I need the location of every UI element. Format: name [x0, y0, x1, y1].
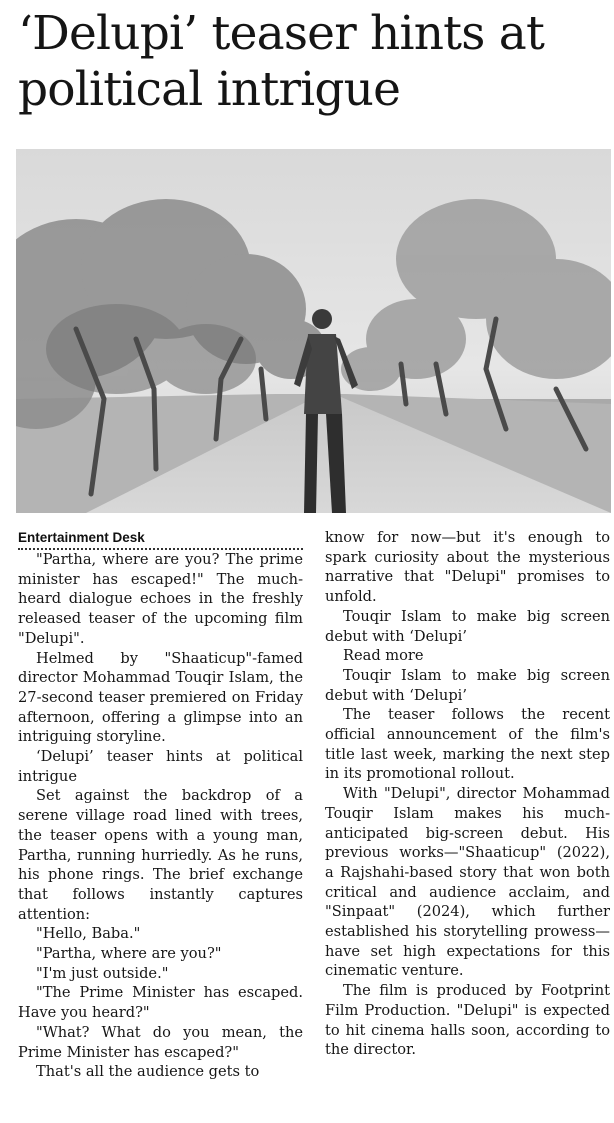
paragraph: Helmed by "Shaaticup"-famed director Mohammad Touqir Islam, the 27-second teaser premiered on Friday afternoon, offering a glimpse into an intriguing storyline.: [18, 649, 303, 746]
dialogue-line: "Partha, where are you?": [36, 945, 222, 963]
paragraph: "Partha, where are you? The prime minister has escaped!" The much-heard dialogue echoes in the freshly released teaser of the upcoming film "Delupi".: [18, 551, 303, 647]
paragraph: The teaser follows the recent official announcement of the film's title last week, marking the next step in its promotional rollout.: [325, 706, 610, 783]
related-link[interactable]: Touqir Islam to make big screen debut with ‘Delupi’: [325, 607, 610, 645]
paragraph: With "Delupi", director Mohammad Touqir Islam makes his much-anticipated big-screen debut. His previous works—"Shaaticup" (2022), a Rajshahi-based story that won both critical and audience acclaim, and "Sinpaat" (2024), which further established his storytelling prowess—have set high expectations for this cinematic venture.: [325, 785, 610, 980]
headline: ‘Delupi’ teaser hints at political intrigue: [18, 6, 545, 117]
paragraph: That's all the audience gets to: [36, 1063, 260, 1081]
byline: Entertainment Desk: [18, 528, 303, 550]
dialogue-line: "What? What do you mean, the Prime Minister has escaped?": [18, 1023, 303, 1061]
paragraph: The film is produced by Footprint Film Production. "Delupi" is expected to hit cinema halls soon, according to the director.: [325, 982, 610, 1059]
article-photo: [16, 149, 611, 513]
paragraph: Set against the backdrop of a serene village road lined with trees, the teaser opens with a young man, Partha, running hurriedly. As he runs, his phone rings. The brief exchange that follows instantly captures attention:: [18, 787, 303, 923]
article-column-right: [325, 528, 610, 1060]
read-more-link[interactable]: Read more: [343, 647, 424, 665]
article-column-left: [18, 528, 303, 1082]
related-link[interactable]: Touqir Islam to make big screen debut with ‘Delupi’: [325, 666, 610, 704]
dialogue-line: "Hello, Baba.": [36, 925, 141, 943]
related-link[interactable]: ‘Delupi’ teaser hints at political intrigue: [18, 748, 303, 785]
dialogue-line: "I'm just outside.": [36, 964, 169, 982]
paragraph: know for now—but it's enough to spark curiosity about the mysterious narrative that "Delupi" promises to unfold.: [325, 529, 610, 606]
dialogue-line: "The Prime Minister has escaped. Have you heard?": [18, 984, 303, 1022]
